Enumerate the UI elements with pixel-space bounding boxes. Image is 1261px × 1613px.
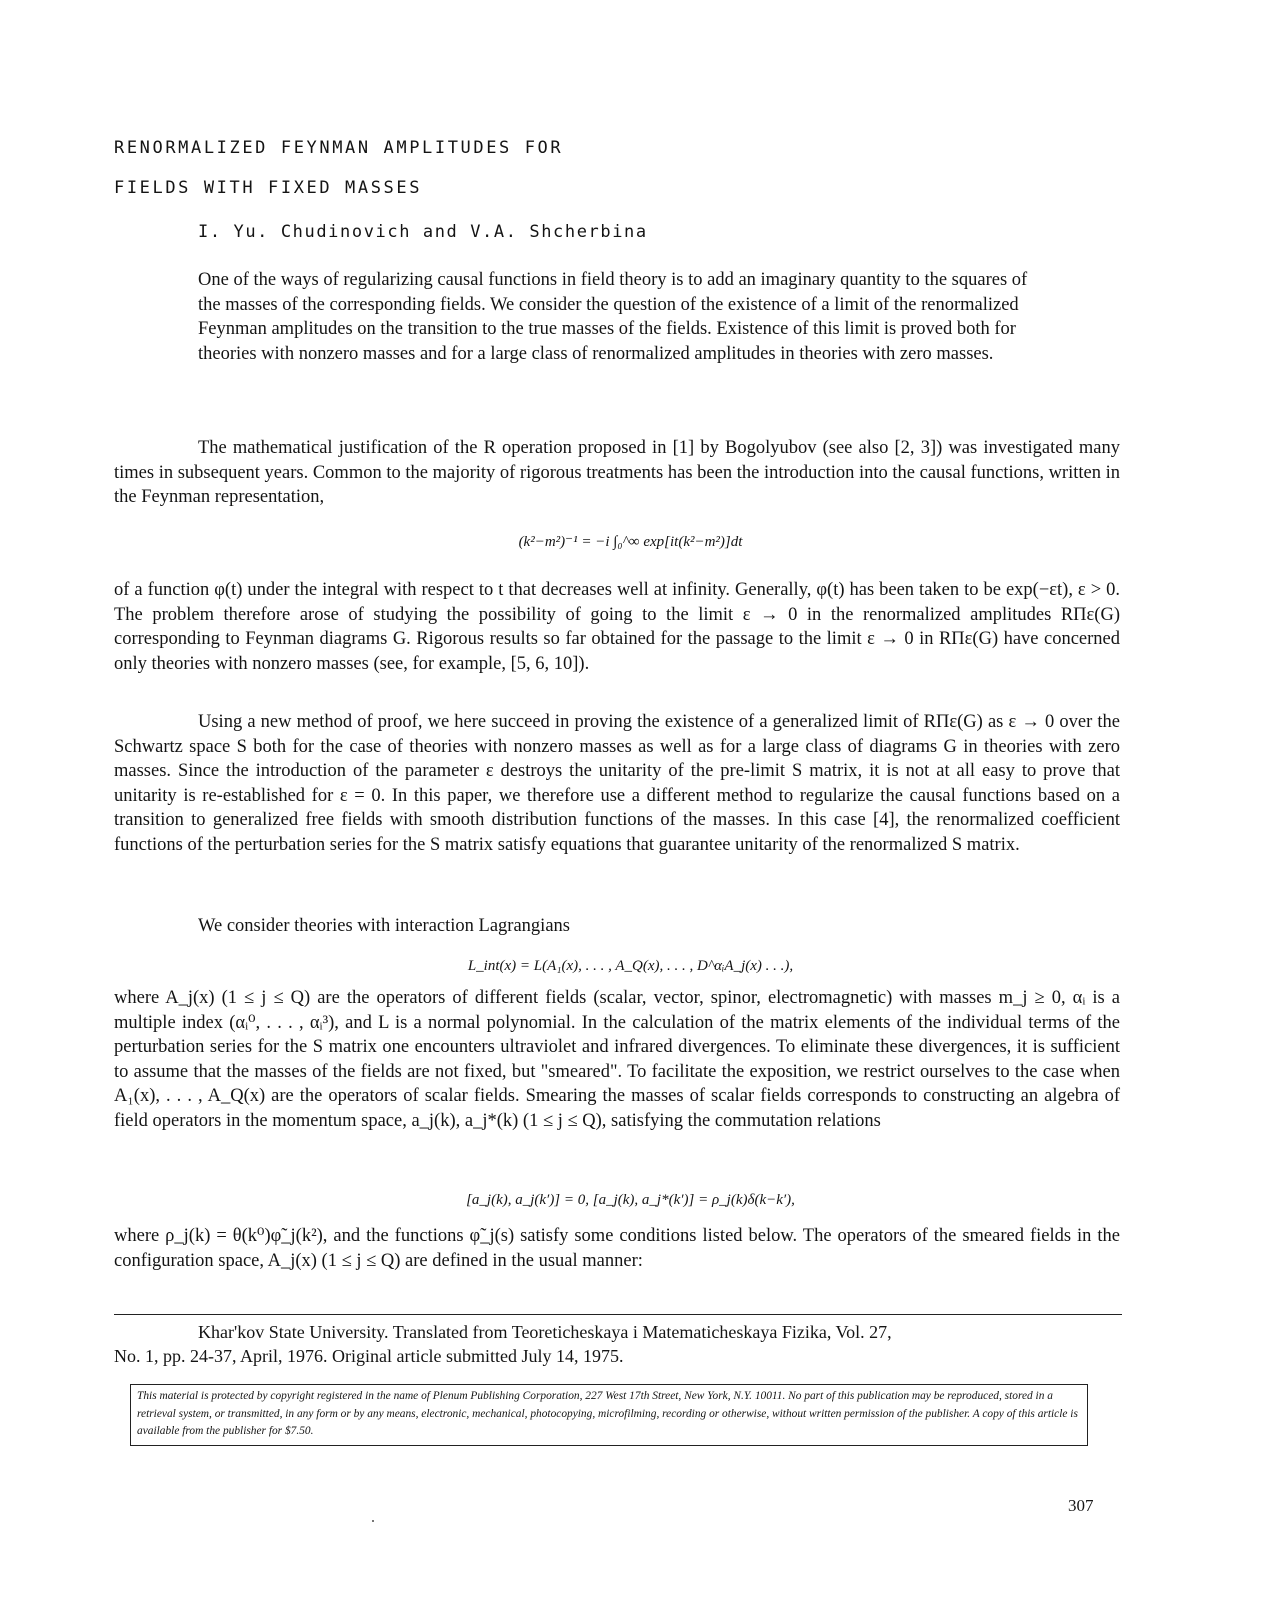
article-title-line-1: RENORMALIZED FEYNMAN AMPLITUDES FOR xyxy=(114,138,564,158)
abstract: One of the ways of regularizing causal functions in field theory is to add an imaginary quantity to the squares of the masses of the corresponding fields. We consider the question of the existence of a limit of the renormalized Feynman amplitudes on the transition to the true masses of the fields. Existence of this limit is proved both for theories with nonzero masses and for a large class of renormalized amplitudes in theories with zero masses. xyxy=(198,270,1028,364)
paragraph-1: The mathematical justification of the R operation proposed in [1] by Bogolyubov (see also [2, 3]) was investigated many times in subsequent years. Common to the majority of rigorous treatments has been the introduction into the causal functions, written in the Feynman representation, xyxy=(114,438,1120,508)
footnote-line-2: No. 1, pp. 24-37, April, 1976. Original article submitted July 14, 1975. xyxy=(114,1346,624,1366)
article-title-line-2: FIELDS WITH FIXED MASSES xyxy=(114,178,423,198)
copyright-notice: This material is protected by copyright registered in the name of Plenum Publishing Corporation, 227 West 17th Street, New York, N.Y. 10011. No part of this publication may be reproduced, stored in a retrieval system, or transmitted, in any form or by any means, electronic, mechanical, photocopying, microfilming, recording or otherwise, without written permission of the publisher. A copy of this article is available from the publisher for $7.50. xyxy=(130,1384,1088,1446)
paragraph-4: We consider theories with interaction Lagrangians xyxy=(198,916,570,936)
paragraph-6: where ρ_j(k) = θ(k⁰)φ̃_j(k²), and the functions φ̃_j(s) satisfy some conditions listed below. The operators of the smeared fields in the configuration space, A_j(x) (1 ≤ j ≤ Q) are defined in the usual manner: xyxy=(114,1226,1120,1271)
paragraph-2: of a function φ(t) under the integral with respect to t that decreases well at infinity. Generally, φ(t) has been taken to be exp(−εt), ε > 0. The problem therefore arose of studying the possibility of going to the limit ε → 0 in the renormalized amplitudes RΠε(G) corresponding to Feynman diagrams G. Rigorous results so far obtained for the passage to the limit ε → 0 in RΠε(G) have concerned only theories with nonzero masses (see, for example, [5, 6, 10]). xyxy=(114,580,1120,674)
footnote-divider xyxy=(114,1314,1122,1315)
footnote-line-1: Khar'kov State University. Translated from Teoreticheskaya i Matematicheskaya Fizika, Vol. 27, xyxy=(198,1322,892,1342)
equation-propagator: (k²−m²)⁻¹ = −i ∫₀^∞ exp[it(k²−m²)]dt xyxy=(518,534,743,550)
paragraph-5: where A_j(x) (1 ≤ j ≤ Q) are the operators of different fields (scalar, vector, spinor, electromagnetic) with masses m_j ≥ 0, αᵢ is a multiple index (αᵢ⁰, . . . , αᵢ³), and L is a normal polynomial. In the calculation of the matrix elements of the individual terms of the perturbation series for the S matrix one encounters ultraviolet and infrared divergences. To eliminate these divergences, it is sufficient to assume that the masses of the fields are not fixed, but "smeared". To facilitate the exposition, we restrict ourselves to the case when A₁(x), . . . , A_Q(x) are the operators of scalar fields. Smearing the masses of scalar fields corresponds to constructing an algebra of field operators in the momentum space, a_j(k), a_j*(k) (1 ≤ j ≤ Q), satisfying the commutation relations xyxy=(114,988,1120,1131)
scan-speck xyxy=(372,1520,374,1522)
footnote xyxy=(114,1320,1122,1368)
authors: I. Yu. Chudinovich and V.A. Shcherbina xyxy=(198,222,648,242)
equation-commutation: [a_j(k), a_j(k′)] = 0, [a_j(k), a_j*(k′)] = ρ_j(k)δ(k−k′), xyxy=(466,1192,795,1208)
equation-lagrangian: L_int(x) = L(A₁(x), . . . , A_Q(x), . . . , D^αᵢA_j(x) . . .), xyxy=(467,958,794,974)
paragraph-3: Using a new method of proof, we here succeed in proving the existence of a generalized limit of RΠε(G) as ε → 0 over the Schwartz space S both for the case of theories with nonzero masses as well as for a large class of diagrams G in theories with zero masses. Since the introduction of the parameter ε destroys the unitarity of the pre-limit S matrix, it is not at all easy to prove that unitarity is re-established for ε = 0. In this paper, we therefore use a different method to regularize the causal functions based on a transition to generalized free fields with smooth distribution functions of the masses. In this case [4], the renormalized coefficient functions of the perturbation series for the S matrix satisfy equations that guarantee unitarity of the renormalized S matrix. xyxy=(114,712,1120,855)
page-number: 307 xyxy=(1068,1496,1094,1515)
